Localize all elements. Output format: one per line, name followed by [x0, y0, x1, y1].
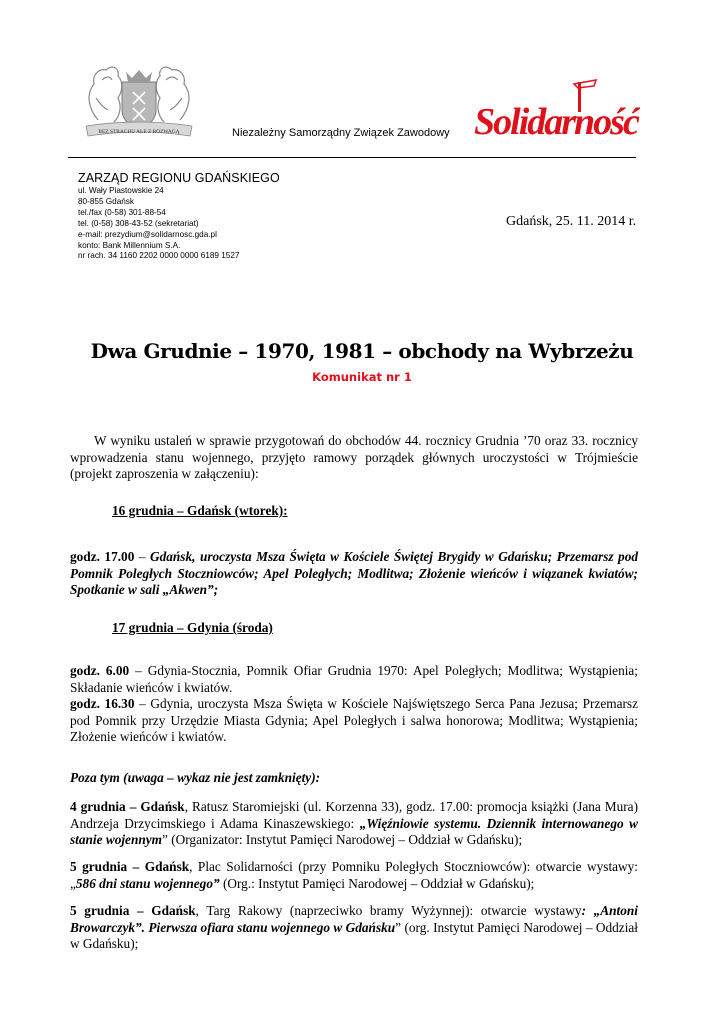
- address-line: konto: Bank Millennium S.A.: [78, 240, 181, 250]
- document-subtitle: Komunikat nr 1: [312, 370, 412, 384]
- day2-item2-text: – Gdynia, uroczysta Msza Święta w Kościele Najświętszego Serca Pana Jezusa; Przemarsz pod Pomnik przy Urzędzie Miasta Gdynia; Apel Poległych i salwa honorowa; Modlitwa; Wystąpienia; Złożenie wieńców i kwiatów.: [70, 696, 638, 745]
- day1-text: Gdańsk, uroczysta Msza Święta w Kościele Świętej Brygidy w Gdańsku; Przemarsz pod Pomnik Poległych Stoczniowców; Apel Poległych; Modlitwa; Złożenie wieńców i wiązanek kwiatów; Spotkanie w sali „Akwen”;: [70, 549, 638, 598]
- logo-text: Solidarność: [474, 101, 638, 143]
- day2-program: [70, 663, 638, 746]
- event3-lead: 5 grudnia – Gdańsk: [70, 903, 196, 918]
- address-line: tel. (0-58) 308-43-52 (sekretariat): [78, 218, 199, 228]
- address-line: 80-855 Gdańsk: [78, 196, 134, 206]
- sender-name: ZARZĄD REGIONU GDAŃSKIEGO: [78, 171, 280, 185]
- other-event-1: 4 grudnia – Gdańsk, Ratusz Staromiejski (ul. Korzenna 33), godz. 17.00: promocja książki (Jana Mura) Andrzeja Drzycimskiego i Adama Kinaszewskiego: „Więźniowie systemu. Dziennik internowanego w stanie wojennym” (Organizator: Instytut Pamięci Narodowej – Oddział w Gdańsku);: [70, 799, 638, 848]
- day2-item-2: [70, 696, 638, 746]
- day1-heading: 16 grudnia – Gdańsk (wtorek):: [112, 503, 288, 518]
- intro-paragraph: W wyniku ustaleń w sprawie przygotowań do obchodów 44. rocznicy Grudnia ’70 oraz 33. rocznicy wprowadzenia stanu wojennego, przyjęto ramowy porządek głównych uroczystości w Trójmieście (projekt zaproszenia w załączeniu):: [70, 433, 638, 482]
- day2-item1-text: – Gdynia-Stocznia, Pomnik Ofiar Grudnia 1970: Apel Poległych; Modlitwa; Wystąpienia; Składanie wieńców i kwiatów.: [70, 663, 639, 695]
- union-tagline: Niezależny Samorządny Związek Zawodowy: [232, 127, 450, 139]
- other-event-3: 5 grudnia – Gdańsk, Targ Rakowy (naprzeciwko bramy Wyżynnej): otwarcie wystawy: „Antoni Browarczyk”. Pierwsza ofiara stanu wojennego w Gdańsku” (org. Instytut Pamięci Narodowej – Oddział w Gdańsku);: [70, 903, 638, 952]
- event1-lead: 4 grudnia – Gdańsk: [70, 799, 185, 814]
- gdansk-crest-logo: [78, 58, 200, 144]
- day2-item-1: [70, 663, 638, 696]
- day1-program: [70, 549, 638, 599]
- event2-lead: 5 grudnia – Gdańsk: [70, 859, 190, 874]
- event3-title: : „Antoni Browarczyk”. Pierwsza ofiara stanu wojennego w Gdańsku: [70, 903, 638, 935]
- day1-sep: –: [134, 549, 150, 564]
- day2-item2-time: godz. 16.30: [70, 696, 135, 712]
- day2-heading: 17 grudnia – Gdynia (środa): [112, 620, 273, 635]
- crest-motto: BEZ STRACHU ALE Z ROZWAGĄ: [98, 129, 180, 135]
- day1-time: godz. 17.00: [70, 549, 135, 564]
- other-events-heading: Poza tym (uwaga – wykaz nie jest zamknięty):: [70, 770, 321, 785]
- other-event-2: 5 grudnia – Gdańsk, Plac Solidarności (przy Pomniku Poległych Stoczniowców): otwarcie wystawy: „586 dni stanu wojennego” (Org.: Instytut Pamięci Narodowej – Oddział w Gdańsku);: [70, 859, 639, 891]
- address-line: ul. Wały Piastowskie 24: [78, 186, 164, 195]
- sender-address: [78, 186, 239, 262]
- address-line: nr rach. 34 1160 2202 0000 0000 6189 1527: [78, 251, 240, 261]
- document-date: Gdańsk, 25. 11. 2014 r.: [506, 214, 637, 229]
- address-line: tel./fax (0-58) 301-88-54: [78, 207, 166, 217]
- address-line: e-mail: prezydium@solidarnosc.gda.pl: [78, 229, 217, 239]
- solidarnosc-logo: [470, 78, 640, 150]
- event1-title: „Więźniowie systemu. Dziennik internowanego w stanie wojennym: [70, 815, 638, 848]
- event2-title: 586 dni stanu wojennego”: [75, 875, 220, 891]
- header-divider: [68, 157, 636, 158]
- document-title: Dwa Grudnie – 1970, 1981 – obchody na Wybrzeżu: [90, 339, 634, 363]
- day2-item1-time: godz. 6.00: [70, 663, 130, 678]
